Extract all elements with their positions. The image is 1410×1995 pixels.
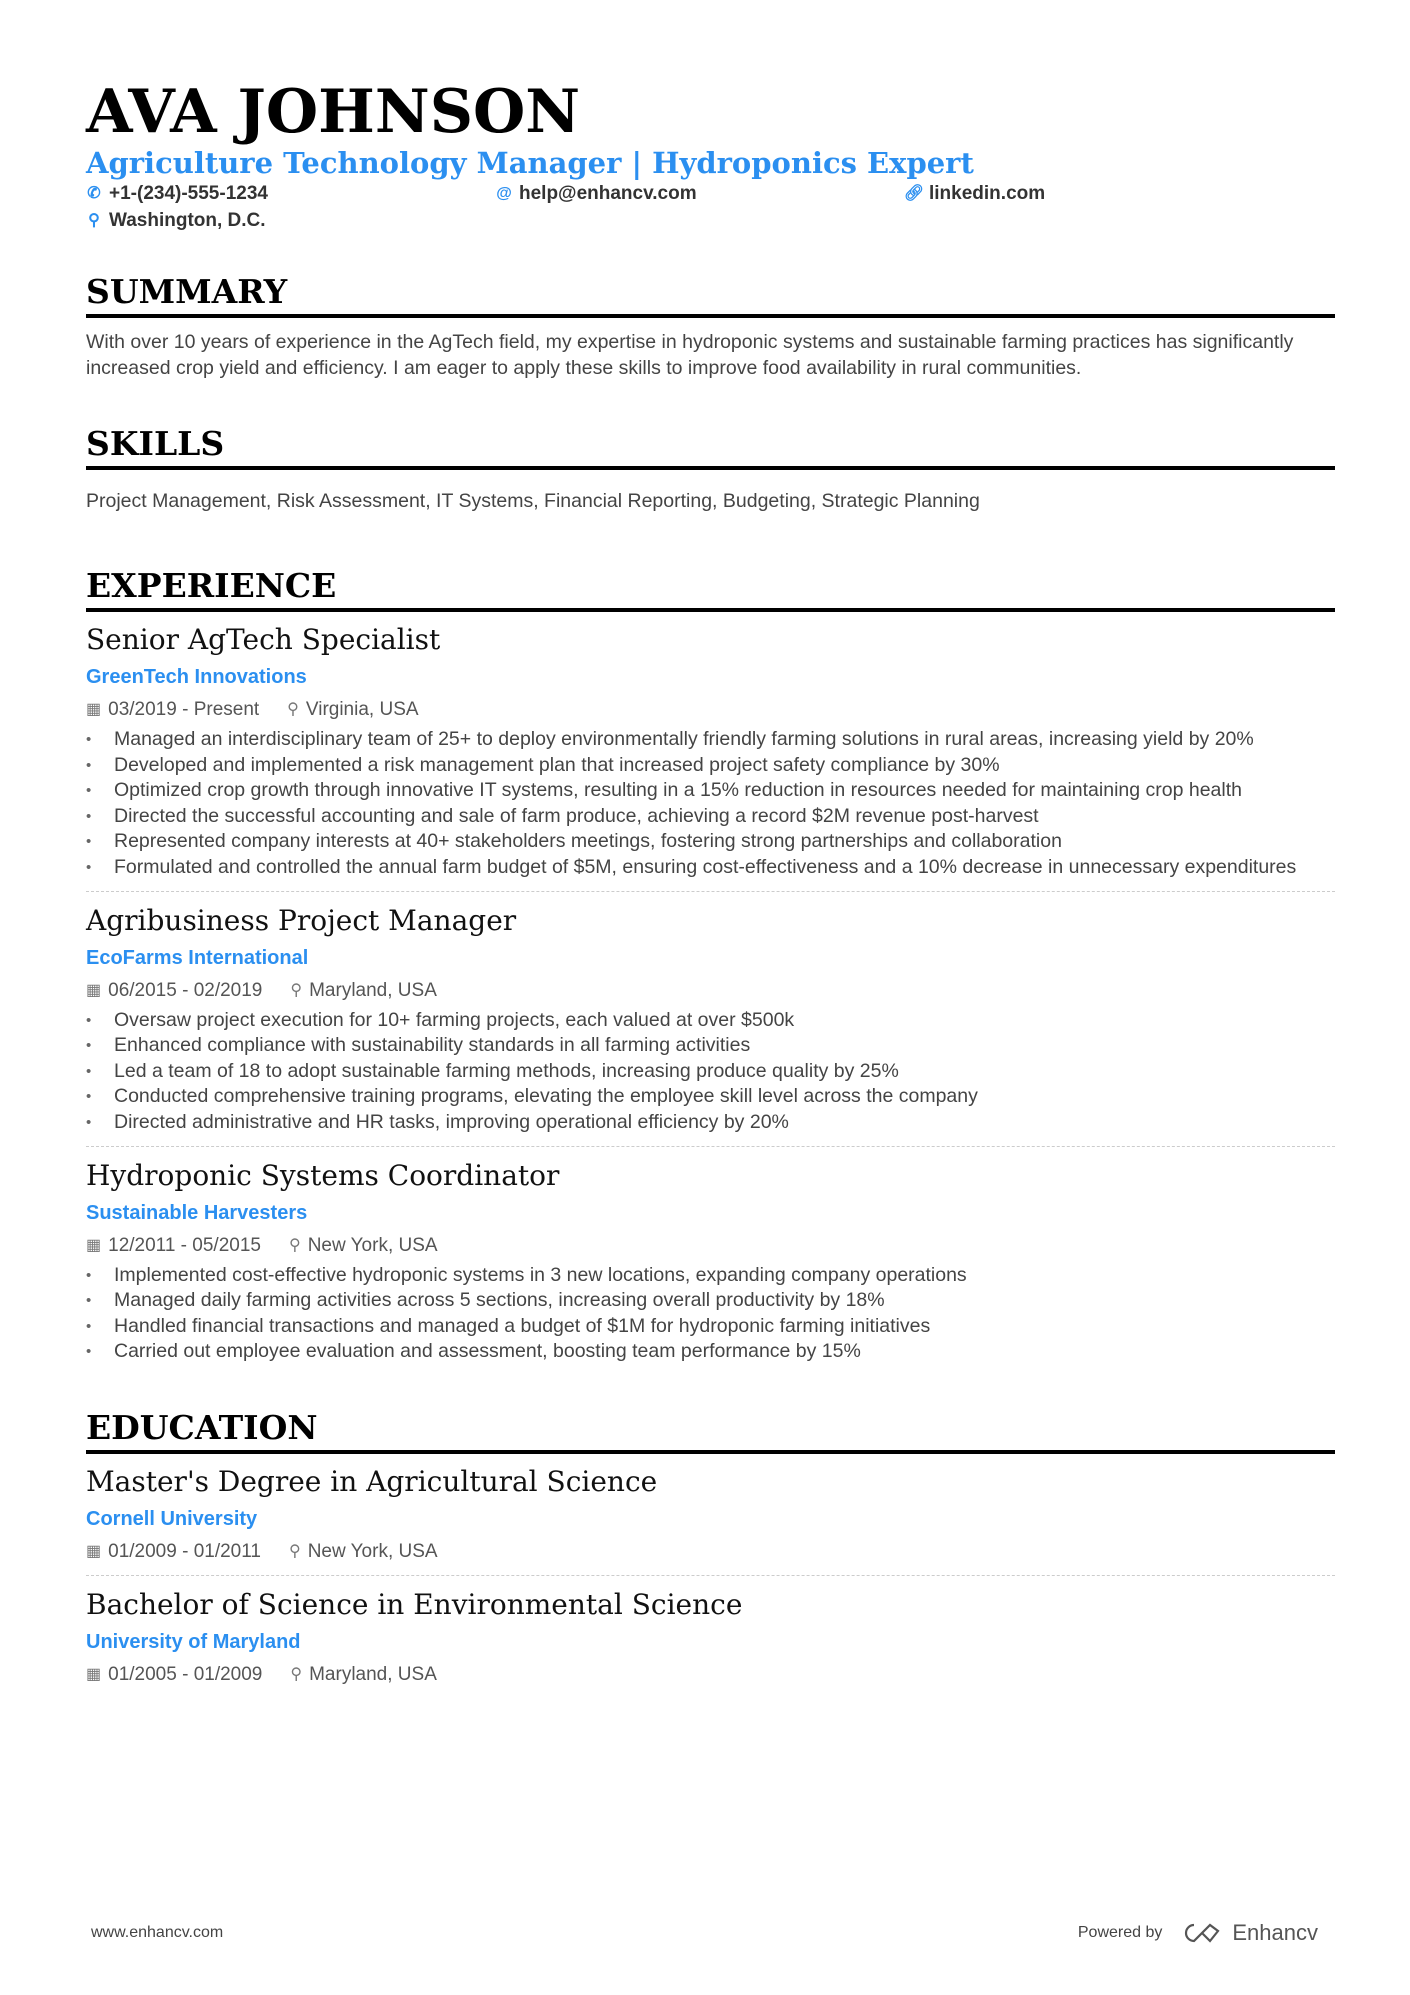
location-pin-icon: ⚲ [288,1542,301,1560]
meta-row [86,978,1335,1004]
meta-row [86,1662,1335,1688]
job-title: Senior AgTech Specialist [86,623,441,656]
link-icon: 🔗︎ [903,185,925,202]
summary-section [86,272,1335,381]
location: Washington, D.C. [109,210,266,231]
job-entry [86,1159,1335,1365]
calendar-icon: ▦ [86,1542,102,1560]
skills-text: Project Management, Risk Assessment, IT Systems, Financial Reporting, Budgeting, Strategic Planning [86,490,980,512]
bullet-item: • Implemented cost-effective hydroponic systems in 3 new locations, expanding company operations [86,1263,1335,1289]
bullet-item: • Oversaw project execution for 10+ farming projects, each valued at over $500k [86,1008,1335,1034]
section-rule [86,314,1335,318]
section-rule [86,466,1335,470]
calendar-icon: ▦ [86,701,102,718]
section-rule [86,608,1335,612]
enhancv-logo [1180,1920,1318,1946]
location-pin-icon: ⚲ [290,981,303,999]
section-heading: SKILLS [86,424,225,463]
education-entry [86,1588,1335,1688]
divider [86,891,1335,892]
section-heading: SUMMARY [86,272,288,311]
location-pin-icon: ⚲ [287,701,299,718]
bullet-item: • Managed daily farming activities across 5 sections, increasing overall productivity by 18% [86,1288,1335,1314]
meta-row [86,1539,1335,1565]
bullet-item: • Enhanced compliance with sustainability standards in all farming activities [86,1033,1335,1059]
phone-icon: ✆ [87,185,101,202]
calendar-icon: ▦ [86,1665,102,1683]
phone: +1-(234)-555-1234 [109,183,268,204]
divider [86,1146,1335,1147]
education-section [86,1408,1335,1688]
brand-name: Enhancv [1232,1920,1318,1945]
bullet-item: • Led a team of 18 to adopt sustainable farming methods, increasing produce quality by 25% [86,1059,1335,1085]
job-entry [86,623,1335,881]
dates: 06/2015 - 02/2019 [108,979,263,1001]
infinity-heart-icon [1180,1921,1224,1945]
company: Sustainable Harvesters [86,1201,308,1224]
calendar-icon: ▦ [86,1236,102,1254]
company: GreenTech Innovations [86,666,307,688]
section-heading: EDUCATION [86,1407,318,1447]
dates: 01/2009 - 01/2011 [108,1540,261,1562]
school: University of Maryland [86,1630,301,1653]
experience-section [86,566,1335,1365]
location: Maryland, USA [309,1663,437,1685]
divider [86,1575,1335,1576]
bullet-item: • Handled financial transactions and managed a budget of $1M for hydroponic farming initiatives [86,1314,1335,1340]
education-entry [86,1465,1335,1565]
location: Maryland, USA [309,979,437,1001]
degree: Master's Degree in Agricultural Science [86,1464,658,1498]
email[interactable]: help@enhancv.com [519,183,697,204]
meta-row [86,697,1335,723]
meta-row [86,1233,1335,1259]
candidate-title: Agriculture Technology Manager | Hydroponics Expert [86,146,974,180]
resume-page [86,78,1335,1688]
company: EcoFarms International [86,946,309,969]
degree: Bachelor of Science in Environmental Science [86,1587,743,1621]
location: New York, USA [307,1540,438,1562]
summary-text: With over 10 years of experience in the AgTech field, my expertise in hydroponic systems and sustainable farming practices has significantly increased crop yield and efficiency. I am eager to apply these skills to improve food availability in rural communities. [86,331,1294,379]
bullet-item: • Developed and implemented a risk management plan that increased project safety compliance by 30% [86,753,1335,779]
location: Virginia, USA [305,699,419,720]
section-rule [86,1450,1335,1454]
linkedin-link[interactable]: linkedin.com [929,183,1046,204]
bullet-item: • Formulated and controlled the annual farm budget of $5M, ensuring cost-effectiveness and a 10% decrease in unnecessary expenditures [86,855,1335,881]
bullet-item: • Managed an interdisciplinary team of 25+ to deploy environmentally friendly farming solutions in rural areas, increasing yield by 20% [86,727,1335,753]
bullet-item: • Optimized crop growth through innovative IT systems, resulting in a 15% reduction in resources needed for maintaining crop health [86,778,1335,804]
job-title: Agribusiness Project Manager [86,903,517,937]
dates: 01/2005 - 01/2009 [108,1663,263,1685]
location-pin-icon: ⚲ [88,212,100,229]
location-pin-icon: ⚲ [290,1665,303,1683]
bullet-item: • Directed administrative and HR tasks, improving operational efficiency by 20% [86,1110,1335,1136]
candidate-name: AVA JOHNSON [86,77,581,147]
contact-info [86,180,1335,234]
job-entry [86,904,1335,1136]
dates: 03/2019 - Present [108,699,260,720]
location-pin-icon: ⚲ [288,1236,301,1254]
at-icon: @ [496,185,512,202]
school: Cornell University [86,1507,258,1530]
powered-by: Powered by [1077,1924,1163,1941]
bullet-item: • Directed the successful accounting and sale of farm produce, achieving a record $2M revenue post-harvest [86,804,1335,830]
skills-section [86,424,1335,514]
section-heading: EXPERIENCE [86,566,337,605]
job-title: Hydroponic Systems Coordinator [86,1158,560,1192]
dates: 12/2011 - 05/2015 [108,1234,261,1256]
calendar-icon: ▦ [86,981,102,999]
footer-site[interactable]: www.enhancv.com [91,1924,224,1941]
location: New York, USA [307,1234,438,1256]
bullet-item: • Conducted comprehensive training programs, elevating the employee skill level across the company [86,1084,1335,1110]
bullet-item: • Carried out employee evaluation and assessment, boosting team performance by 15% [86,1339,1335,1365]
bullet-item: • Represented company interests at 40+ stakeholders meetings, fostering strong partnerships and collaboration [86,829,1335,855]
footer [91,1920,1318,1946]
